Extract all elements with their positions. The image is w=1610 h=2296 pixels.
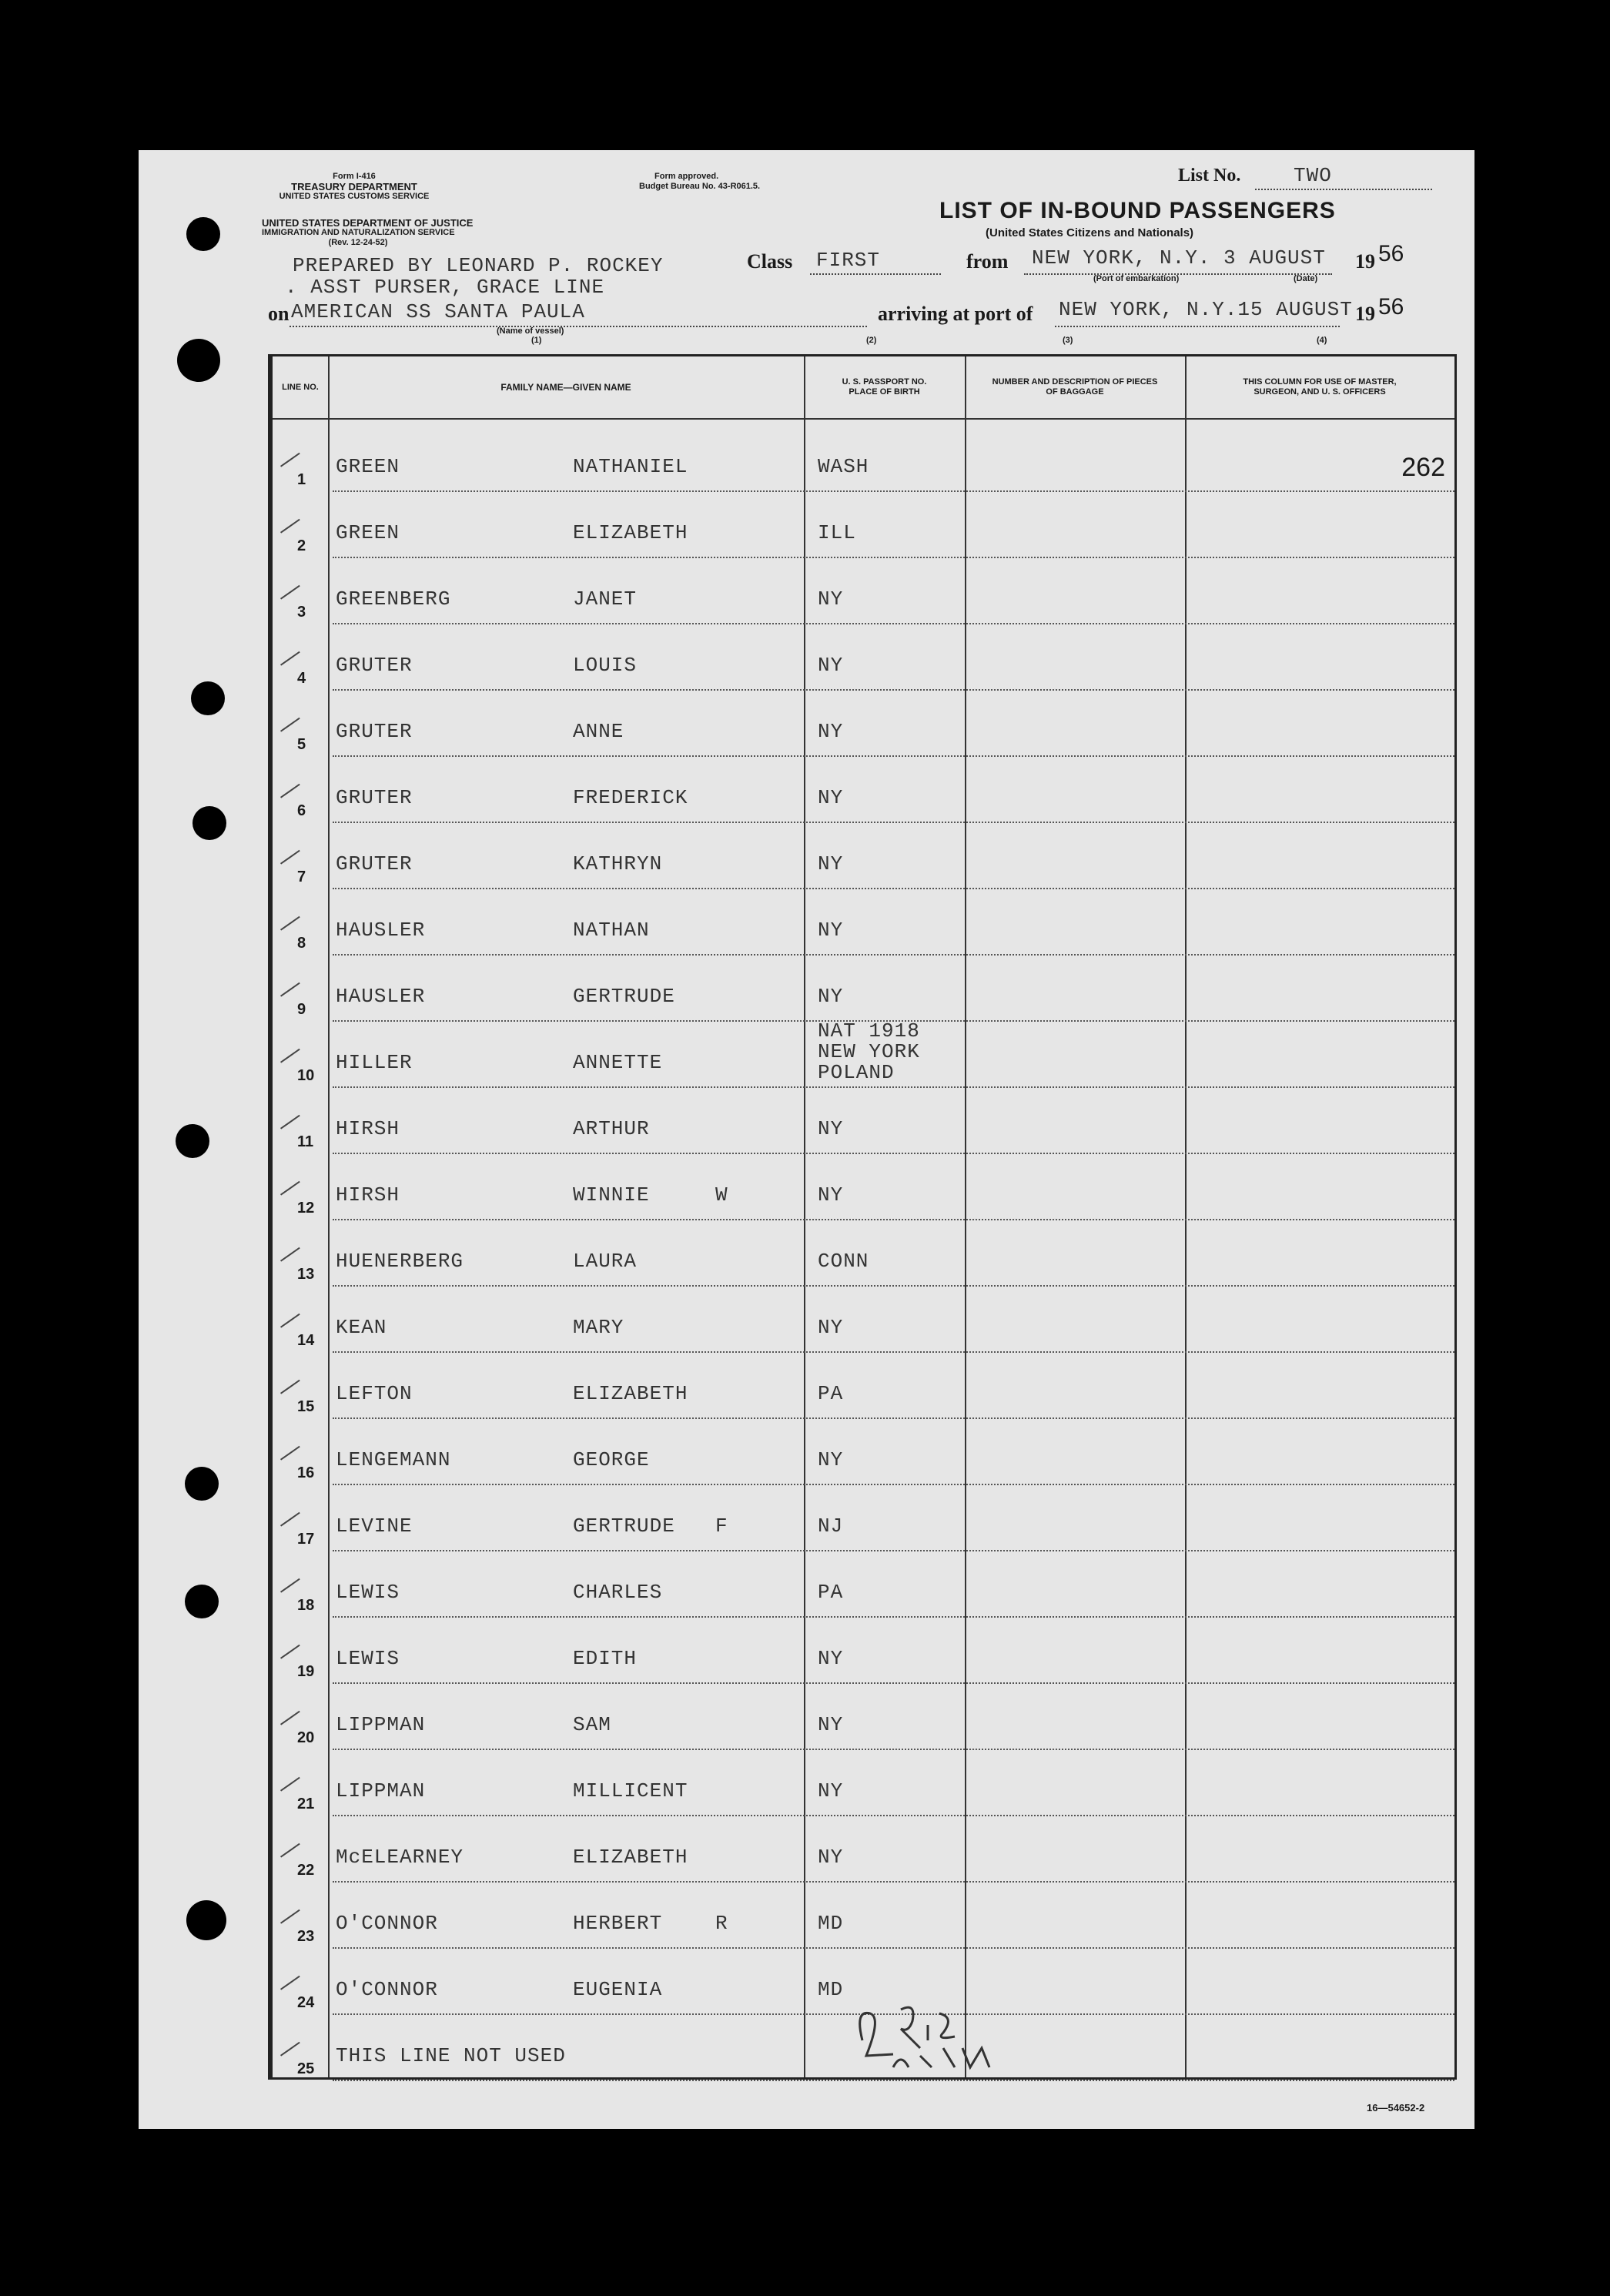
table-row — [273, 956, 1454, 1022]
place-of-birth: NY — [818, 654, 844, 677]
col-num-4: (4) — [1317, 336, 1327, 345]
given-name: ANNETTE — [573, 1051, 663, 1074]
form-page — [139, 150, 1474, 2129]
justice-dept: UNITED STATES DEPARTMENT OF JUSTICE — [262, 217, 474, 229]
binder-hole — [191, 681, 225, 715]
line-number: 5 — [297, 736, 306, 753]
table-row — [273, 624, 1454, 691]
table-row — [273, 1220, 1454, 1287]
table-row — [273, 1287, 1454, 1353]
given-name: NATHAN — [573, 919, 650, 942]
given-name: SAM — [573, 1713, 611, 1736]
from-label: from — [966, 250, 1009, 273]
year-prefix-arrive: 19 — [1355, 303, 1375, 325]
rev-date: (Rev. 12-24-52) — [328, 238, 388, 247]
header-officers: THIS COLUMN FOR USE OF MASTER, SURGEON, AND U. S. OFFICERS — [1243, 377, 1397, 397]
given-name: MILLICENT — [573, 1779, 688, 1802]
family-name: McELEARNEY — [336, 1846, 464, 1869]
table-row — [273, 823, 1454, 889]
line-number: 17 — [297, 1531, 315, 1548]
family-name: GRUTER — [336, 720, 413, 743]
family-name: GREEN — [336, 455, 400, 478]
family-name: GREENBERG — [336, 587, 451, 611]
form-approved: Form approved. — [654, 172, 719, 181]
given-name: GERTRUDE — [573, 985, 675, 1008]
handwritten-signature — [847, 1994, 1047, 2079]
place-of-birth: WASH — [818, 455, 869, 478]
vessel-caption: (Name of vessel) — [497, 326, 564, 336]
table-row — [273, 1419, 1454, 1485]
treasury-dept: TREASURY DEPARTMENT — [291, 181, 417, 192]
col-num-2: (2) — [866, 336, 877, 345]
family-name: LIPPMAN — [336, 1779, 426, 1802]
approval-block — [639, 172, 760, 192]
prepared-by: PREPARED BY LEONARD P. ROCKEY — [293, 254, 664, 277]
binder-hole — [177, 339, 220, 382]
col-num-3: (3) — [1063, 336, 1073, 345]
place-of-birth: NY — [818, 720, 844, 743]
place-of-birth: NY — [818, 1448, 844, 1471]
justice-block — [262, 217, 474, 248]
line-number: 22 — [297, 1862, 315, 1879]
family-name: O'CONNOR — [336, 1978, 438, 2001]
class-value: FIRST — [816, 249, 881, 272]
given-name: GEORGE — [573, 1448, 650, 1471]
binder-hole — [185, 1585, 219, 1618]
year-arrive: 56 — [1378, 294, 1404, 320]
header-passport: U. S. PASSPORT NO. PLACE OF BIRTH — [842, 377, 927, 397]
line-number: 25 — [297, 2060, 315, 2077]
family-name: HIRSH — [336, 1183, 400, 1207]
binder-hole — [192, 806, 226, 840]
year-prefix-from: 19 — [1355, 250, 1375, 273]
family-name: HIRSH — [336, 1117, 400, 1140]
family-name: GRUTER — [336, 786, 413, 809]
from-value: NEW YORK, N.Y. 3 AUGUST — [1032, 246, 1326, 269]
place-of-birth: NY — [818, 1647, 844, 1670]
form-number: Form I-416 — [333, 172, 376, 181]
line-number: 14 — [297, 1332, 315, 1349]
place-of-birth: PA — [818, 1382, 844, 1405]
given-name: KATHRYN — [573, 852, 663, 875]
table-row — [273, 1618, 1454, 1684]
list-no-value: TWO — [1294, 164, 1332, 187]
line-number: 7 — [297, 869, 306, 885]
given-name: NATHANIEL — [573, 455, 688, 478]
table-row — [273, 691, 1454, 757]
customs-service: UNITED STATES CUSTOMS SERVICE — [279, 192, 430, 201]
place-of-birth: NY — [818, 786, 844, 809]
given-name: EUGENIA — [573, 1978, 663, 2001]
line-number: 15 — [297, 1398, 315, 1415]
header-line-no: LINE NO. — [282, 382, 319, 392]
line-number: 19 — [297, 1663, 315, 1680]
table-row — [273, 1353, 1454, 1419]
header-baggage: NUMBER AND DESCRIPTION OF PIECES OF BAGGAGE — [992, 377, 1158, 397]
family-name: HUENERBERG — [336, 1250, 464, 1273]
place-of-birth: NY — [818, 919, 844, 942]
line-number: 21 — [297, 1796, 315, 1812]
line-number: 11 — [297, 1133, 314, 1150]
given-name: HERBERT — [573, 1912, 663, 1935]
place-of-birth: MD — [818, 1912, 844, 1935]
form-block — [262, 172, 447, 202]
place-of-birth: CONN — [818, 1250, 869, 1273]
place-of-birth: NJ — [818, 1514, 844, 1538]
line-number: 4 — [297, 670, 306, 687]
table-row — [273, 757, 1454, 823]
given-name: ELIZABETH — [573, 1382, 688, 1405]
line-number: 1 — [297, 471, 306, 488]
line-number: 23 — [297, 1928, 315, 1945]
arriving-label: arriving at port of — [878, 303, 1033, 325]
family-name: HAUSLER — [336, 919, 426, 942]
given-name: LOUIS — [573, 654, 638, 677]
given-name: ELIZABETH — [573, 1846, 688, 1869]
place-of-birth: NY — [818, 587, 844, 611]
place-of-birth: NY — [818, 1846, 844, 1869]
line-number: 9 — [297, 1001, 306, 1018]
date-caption: (Date) — [1294, 274, 1318, 283]
table-row — [273, 1750, 1454, 1816]
line-number: 2 — [297, 537, 306, 554]
year-from: 56 — [1378, 241, 1404, 266]
line-number: 20 — [297, 1729, 315, 1746]
given-name: FREDERICK — [573, 786, 688, 809]
place-of-birth: PA — [818, 1581, 844, 1604]
family-name: GREEN — [336, 521, 400, 544]
binder-hole — [176, 1124, 209, 1158]
table-row — [273, 1816, 1454, 1883]
line-number: 13 — [297, 1266, 315, 1283]
family-name: O'CONNOR — [336, 1912, 438, 1935]
table-row — [273, 889, 1454, 956]
table-row — [273, 558, 1454, 624]
table-row — [273, 1485, 1454, 1551]
vessel-value: AMERICAN SS SANTA PAULA — [291, 300, 585, 323]
place-of-birth: NY — [818, 1779, 844, 1802]
given-name: CHARLES — [573, 1581, 663, 1604]
line-number: 3 — [297, 604, 306, 621]
family-name: HILLER — [336, 1051, 413, 1074]
given-name: MARY — [573, 1316, 624, 1339]
place-of-birth: NY — [818, 1117, 844, 1140]
table-row — [273, 1684, 1454, 1750]
middle-initial: W — [715, 1183, 728, 1207]
col-num-1: (1) — [531, 336, 542, 345]
header-name: FAMILY NAME—GIVEN NAME — [500, 381, 631, 393]
family-name: LIPPMAN — [336, 1713, 426, 1736]
list-no-label: List No. — [1178, 166, 1241, 186]
list-title: LIST OF IN-BOUND PASSENGERS — [939, 198, 1336, 223]
family-name: LEVINE — [336, 1514, 413, 1538]
place-of-birth: NY — [818, 1316, 844, 1339]
binder-hole — [186, 217, 220, 251]
table-row — [273, 1088, 1454, 1154]
binder-hole — [185, 1467, 219, 1501]
family-name: GRUTER — [336, 852, 413, 875]
place-of-birth: NY — [818, 1713, 844, 1736]
given-name: ELIZABETH — [573, 521, 688, 544]
table-row — [273, 1551, 1454, 1618]
place-of-birth: NY — [818, 985, 844, 1008]
given-name: GERTRUDE — [573, 1514, 675, 1538]
port-embark-caption: (Port of embarkation) — [1093, 274, 1180, 283]
line-number: 6 — [297, 802, 306, 819]
family-name: LENGEMANN — [336, 1448, 451, 1471]
arriving-value: NEW YORK, N.Y.15 AUGUST — [1059, 298, 1353, 321]
line-number: 24 — [297, 1994, 315, 2011]
budget-bureau: Budget Bureau No. 43-R061.5. — [639, 182, 761, 191]
table-row — [273, 1154, 1454, 1220]
family-name: THIS LINE NOT USED — [336, 2044, 566, 2067]
place-of-birth: MD — [818, 1978, 844, 2001]
place-of-birth: NY — [818, 852, 844, 875]
line-number: 8 — [297, 935, 306, 952]
given-name: ARTHUR — [573, 1117, 650, 1140]
table-row — [273, 492, 1454, 558]
passenger-table — [268, 354, 1457, 2080]
class-label: Class — [747, 250, 793, 273]
given-name: LAURA — [573, 1250, 638, 1273]
line-number: 16 — [297, 1464, 315, 1481]
middle-initial: R — [715, 1912, 728, 1935]
given-name: EDITH — [573, 1647, 638, 1670]
table-row — [273, 1019, 1454, 1088]
place-of-birth: NY — [818, 1183, 844, 1207]
list-subtitle: (United States Citizens and Nationals) — [986, 226, 1194, 239]
family-name: KEAN — [336, 1316, 387, 1339]
prepared-by-title: . ASST PURSER, GRACE LINE — [285, 276, 605, 299]
officer-mark: 262 — [1401, 453, 1445, 482]
given-name: ANNE — [573, 720, 624, 743]
family-name: LEWIS — [336, 1647, 400, 1670]
place-of-birth: ILL — [818, 521, 856, 544]
family-name: HAUSLER — [336, 985, 426, 1008]
footer-code: 16—54652-2 — [1367, 2102, 1425, 2114]
given-name: WINNIE — [573, 1183, 650, 1207]
line-number: 18 — [297, 1597, 315, 1614]
binder-hole — [186, 1900, 226, 1940]
line-number: 12 — [297, 1200, 315, 1217]
table-row — [273, 1883, 1454, 1949]
ins-label: IMMIGRATION AND NATURALIZATION SERVICE — [262, 228, 455, 237]
line-number: 10 — [297, 1067, 315, 1084]
family-name: LEFTON — [336, 1382, 413, 1405]
on-label: on — [268, 303, 290, 325]
middle-initial: F — [715, 1514, 728, 1538]
table-row — [273, 426, 1454, 492]
place-of-birth: NAT 1918 NEW YORK POLAND — [818, 1019, 920, 1084]
given-name: JANET — [573, 587, 638, 611]
family-name: GRUTER — [336, 654, 413, 677]
family-name: LEWIS — [336, 1581, 400, 1604]
